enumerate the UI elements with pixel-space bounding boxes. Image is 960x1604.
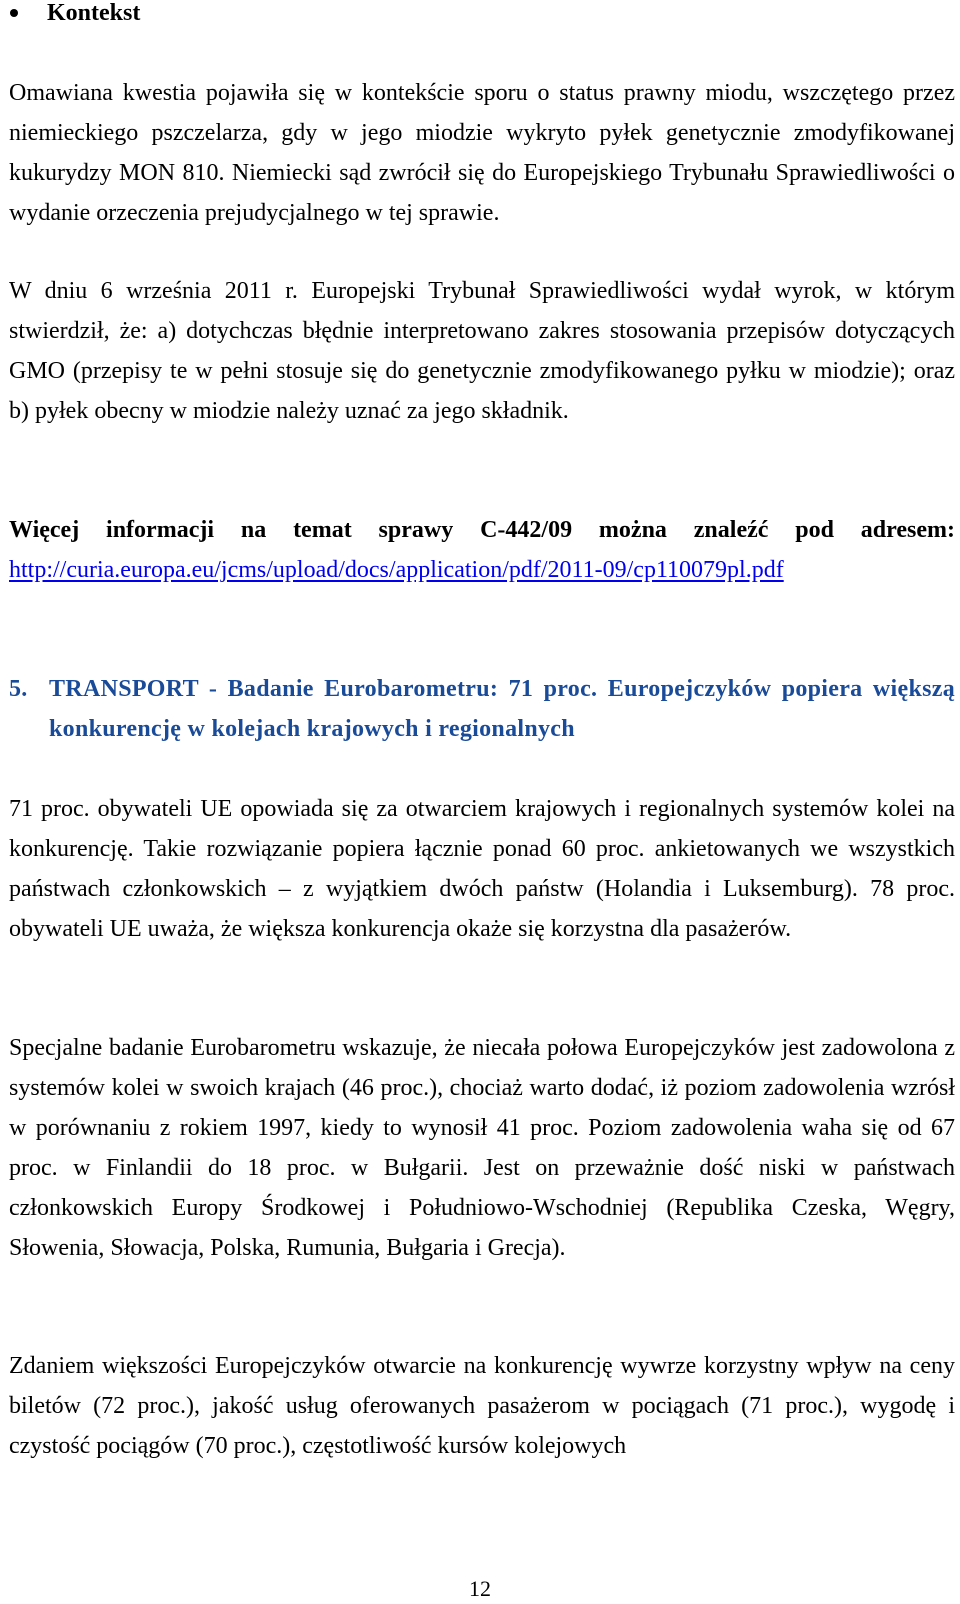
context-paragraph-2: W dniu 6 września 2011 r. Europejski Trybunał Sprawiedliwości wydał wyrok, w którym stwierdził, że: a) dotychczas błędnie interpretowano zakres stosowania przepisów dotyczących GMO (przepisy te w pełni stosuje się do genetycznie zmodyfikowanego pyłku w miodzie); oraz b) pyłek obecny w miodzie należy uznać za jego składnik. bbox=[9, 278, 955, 424]
context-heading: Kontekst bbox=[47, 0, 141, 26]
bullet-dot-icon bbox=[10, 9, 18, 17]
section-number: 5. bbox=[9, 676, 28, 702]
section-title: TRANSPORT - Badanie Eurobarometru: 71 proc. Europejczyków popiera większą konkurencję w kolejach krajowych i regionalnych bbox=[49, 676, 955, 742]
curia-link[interactable]: http://curia.europa.eu/jcms/upload/docs/application/pdf/2011-09/cp110079pl.pdf bbox=[9, 557, 784, 583]
more-info-paragraph bbox=[9, 510, 955, 590]
transport-paragraph-1: 71 proc. obywateli UE opowiada się za otwarciem krajowych i regionalnych systemów kolei na konkurencję. Takie rozwiązanie popiera łącznie ponad 60 proc. ankietowanych we wszystkich państwach członkowskich – z wyjątkiem dwóch państw (Holandia i Luksemburg). 78 proc. obywateli UE uważa, że większa konkurencja okaże się korzystna dla pasażerów. bbox=[9, 796, 955, 942]
transport-paragraph-2: Specjalne badanie Eurobarometru wskazuje, że niecała połowa Europejczyków jest zadowolona z systemów kolei w swoich krajach (46 proc.), chociaż warto dodać, iż poziom zadowolenia wzrósł w porównaniu z rokiem 1997, kiedy to wynosił 41 proc. Poziom zadowolenia waha się od 67 proc. w Finlandii do 18 proc. w Bułgarii. Jest on przeważnie dość niski w państwach członkowskich Europy Środkowej i Południowo-Wschodniej (Republika Czeska, Węgry, Słowenia, Słowacja, Polska, Rumunia, Bułgaria i Grecja). bbox=[9, 1035, 955, 1261]
context-paragraph-1: Omawiana kwestia pojawiła się w kontekście sporu o status prawny miodu, wszczętego przez niemieckiego pszczelarza, gdy w jego miodzie wykryto pyłek genetycznie zmodyfikowanej kukurydzy MON 810. Niemiecki sąd zwrócił się do Europejskiego Trybunału Sprawiedliwości o wydanie orzeczenia prejudycjalnego w tej sprawie. bbox=[9, 80, 955, 226]
transport-paragraph-3: Zdaniem większości Europejczyków otwarcie na konkurencję wywrze korzystny wpływ na ceny biletów (72 proc.), jakość usług oferowanych pasażerom w pociągach (71 proc.), wygodę i czystość pociągów (70 proc.), częstotliwość kursów kolejowych bbox=[9, 1353, 955, 1459]
more-info-label: Więcej informacji na temat sprawy C-442/09 można znaleźć pod adresem: bbox=[9, 517, 955, 543]
page-number: 12 bbox=[469, 1576, 491, 1601]
